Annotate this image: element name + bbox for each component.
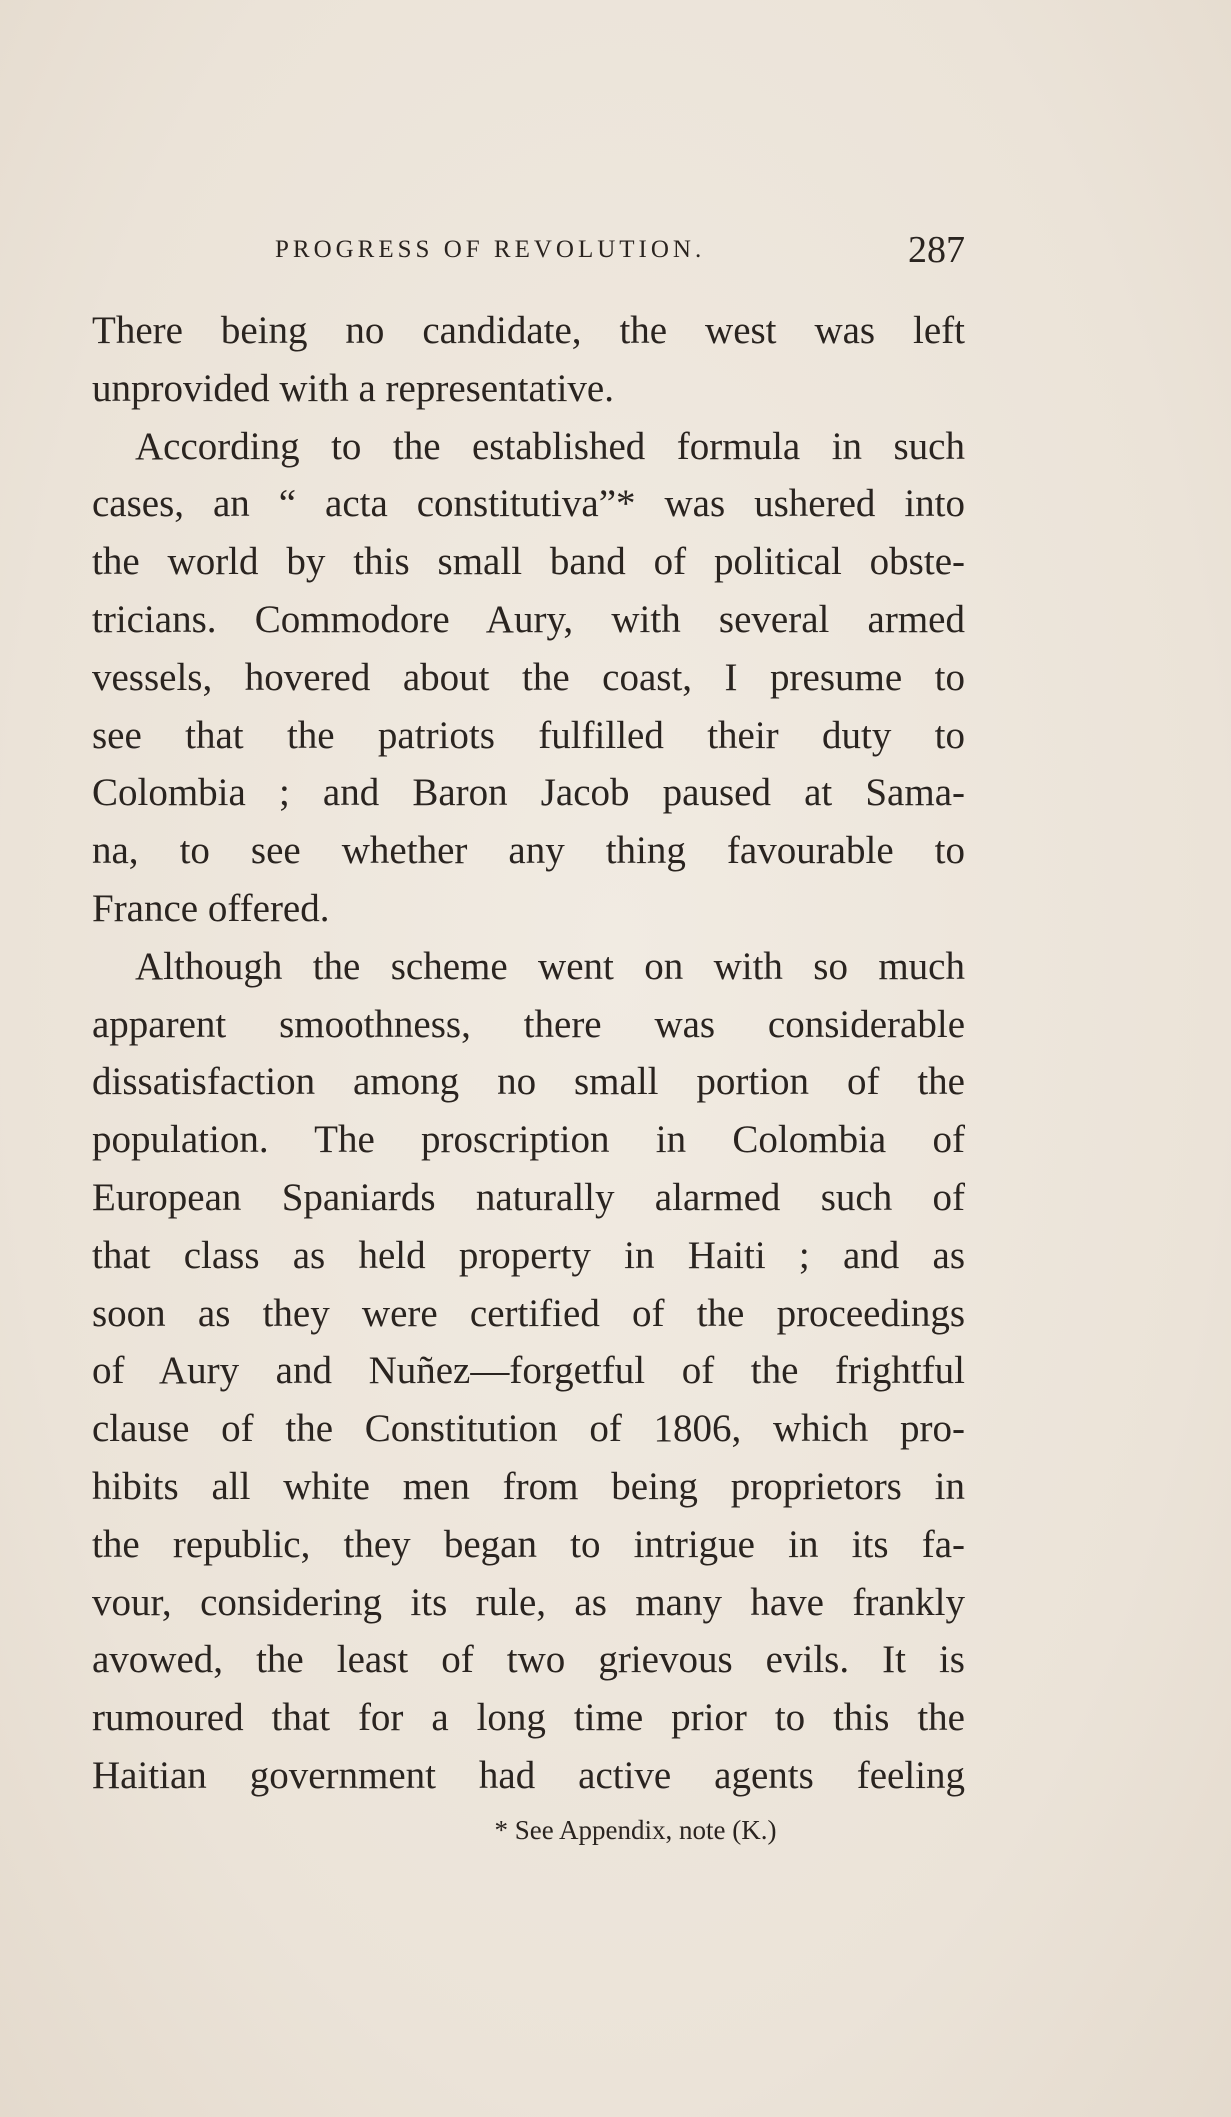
running-title: PROGRESS OF REVOLUTION. (275, 236, 706, 263)
page-number: 287 (908, 229, 965, 271)
text-line: vour, considering its rule, as many have frankly (92, 1580, 965, 1624)
text-line: see that the patriots fulfilled their duty to (92, 713, 965, 757)
paragraph (92, 418, 965, 938)
text-line: Colombia ; and Baron Jacob paused at Sama- (92, 771, 965, 815)
text-line: na, to see whether any thing favourable to (92, 829, 965, 873)
text-line: the republic, they began to intrigue in its fa- (92, 1522, 965, 1566)
text-line: According to the established formula in such (135, 424, 965, 468)
text-line: France offered. (92, 886, 330, 930)
text-line: apparent smoothness, there was considerable (92, 1002, 965, 1046)
body-text (92, 302, 965, 1805)
text-line: vessels, hovered about the coast, I presume to (92, 655, 965, 699)
text-line: rumoured that for a long time prior to this the (92, 1696, 965, 1740)
text-line: dissatisfaction among no small portion of the (92, 1060, 965, 1104)
text-line: population. The proscription in Colombia of (92, 1118, 965, 1162)
text-line: hibits all white men from being proprietors in (92, 1464, 965, 1508)
text-line: There being no candidate, the west was left (92, 309, 965, 352)
text-line: Haitian government had active agents feeling (92, 1753, 965, 1797)
text-line: that class as held property in Haiti ; and as (92, 1233, 965, 1277)
text-line: unprovided with a representative. (92, 366, 614, 410)
paragraph (92, 938, 965, 1805)
text-line: cases, an “ acta constitutiva”* was ushered into (92, 482, 965, 526)
running-header (275, 228, 965, 272)
footnote: * See Appendix, note (K.) (494, 1815, 777, 1845)
text-line: Although the scheme went on with so much (135, 944, 965, 988)
text-line: tricians. Commodore Aury, with several armed (92, 597, 965, 641)
text-line: the world by this small band of political obste- (92, 540, 965, 584)
text-line: European Spaniards naturally alarmed such of (92, 1175, 965, 1219)
text-line: of Aury and Nuñez—forgetful of the frightful (92, 1349, 965, 1393)
text-line: soon as they were certified of the proceedings (92, 1291, 965, 1335)
text-line: clause of the Constitution of 1806, which pro- (92, 1407, 965, 1451)
paragraph (92, 302, 965, 418)
text-line: avowed, the least of two grievous evils. It is (92, 1638, 965, 1682)
